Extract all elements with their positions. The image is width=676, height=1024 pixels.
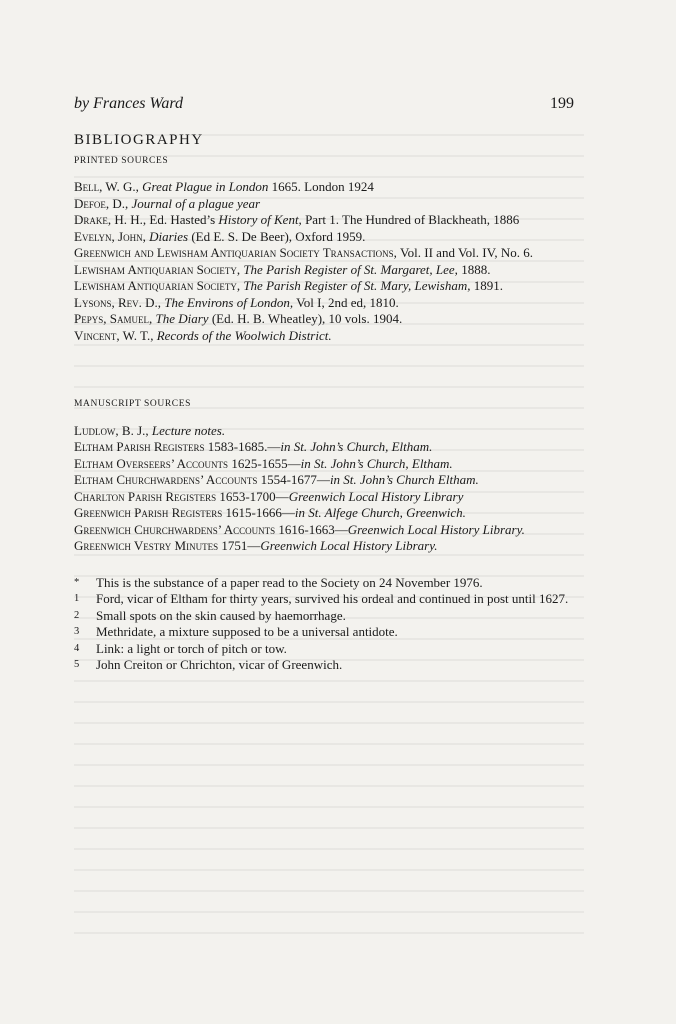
printed-source-entry xyxy=(74,212,569,229)
entry-title: Records of the Woolwich District. xyxy=(156,327,332,343)
footnote xyxy=(74,575,569,592)
entry-title: Journal of a plague year xyxy=(131,195,261,211)
entry-author: Greenwich Parish Registers xyxy=(74,505,223,520)
entry-author: Eltham Parish Registers xyxy=(74,439,205,454)
manuscript-sources-list xyxy=(74,423,569,555)
entry-detail: 1888. xyxy=(457,261,491,277)
entry-author: Charlton Parish Registers xyxy=(74,488,217,504)
entry-author: Greenwich and Lewisham Antiquarian Society Transactions, xyxy=(74,245,397,260)
entry-title: Greenwich Local History Library. xyxy=(260,538,438,553)
footnote-marker: 4 xyxy=(74,642,80,654)
entry-detail: Vol. II and Vol. IV, No. 6. xyxy=(399,245,533,260)
footnote xyxy=(74,591,569,608)
manuscript-source-entry xyxy=(74,489,569,506)
manuscript-source-entry xyxy=(74,472,569,489)
entry-detail: 1554-1677— xyxy=(257,472,330,487)
manuscript-source-entry xyxy=(74,456,569,473)
footnote-text: John Creiton or Chrichton, vicar of Greenwich. xyxy=(96,657,343,672)
entry-author: Eltham Churchwardens’ Accounts xyxy=(74,472,258,487)
entry-author: Ludlow, B. J., xyxy=(74,422,149,438)
entry-title: The Diary xyxy=(155,311,209,326)
entry-title: Great Plague in London xyxy=(142,179,269,194)
entry-detail: 1891. xyxy=(470,278,503,293)
printed-source-entry xyxy=(74,328,569,345)
manuscript-source-entry xyxy=(74,423,569,440)
entry-author: Vincent, W. T., xyxy=(74,327,154,343)
printed-source-entry xyxy=(74,278,569,295)
entry-title: in St. John’s Church Eltham. xyxy=(329,472,479,487)
running-header-author: by Frances Ward xyxy=(74,95,184,112)
footnote-text: Ford, vicar of Eltham for thirty years, survived his ordeal and continued in post until 1627. xyxy=(96,591,569,606)
running-header xyxy=(74,95,574,115)
entry-detail: 1653-1700— xyxy=(216,488,289,504)
entry-title: in St. John’s Church, Eltham. xyxy=(280,439,433,454)
footnote xyxy=(74,608,569,625)
entry-title: Greenwich Local History Library xyxy=(288,488,464,504)
footnotes xyxy=(74,575,569,674)
entry-title: History of Kent, xyxy=(218,212,302,227)
printed-sources-heading: PRINTED SOURCES xyxy=(74,155,169,166)
entry-author: Lewisham Antiquarian Society, xyxy=(74,261,241,277)
footnote-text: This is the substance of a paper read to the Society on 24 November 1976. xyxy=(96,574,483,590)
entry-title: The Environs of London, xyxy=(164,294,294,310)
page-content xyxy=(74,132,569,674)
printed-source-entry xyxy=(74,196,569,213)
printed-source-entry xyxy=(74,262,569,279)
entry-detail: 1625-1655— xyxy=(228,455,301,471)
entry-author: Lewisham Antiquarian Society, xyxy=(74,278,241,293)
entry-detail: 1583-1685.— xyxy=(204,439,281,454)
entry-title: The Parish Register of St. Mary, Lewisham, xyxy=(243,278,471,293)
printed-source-entry xyxy=(74,179,569,196)
entry-author: Evelyn, John, xyxy=(74,228,146,244)
entry-title: Lecture notes. xyxy=(151,422,226,438)
entry-author: Pepys, Samuel, xyxy=(74,311,153,326)
printed-source-entry xyxy=(74,229,569,246)
footnote-marker: 3 xyxy=(74,626,80,637)
entry-detail: Vol I, 2nd ed, 1810. xyxy=(293,294,399,310)
entry-detail: (Ed E. S. De Beer), Oxford 1959. xyxy=(188,228,366,244)
entry-title: The Parish Register of St. Margaret, Lee, xyxy=(243,261,458,277)
entry-detail: Ed. Hasted’s xyxy=(146,212,219,227)
entry-author: Drake, H. H., xyxy=(74,212,147,227)
footnote-marker: 2 xyxy=(74,609,80,621)
bibliography-heading: BIBLIOGRAPHY xyxy=(74,132,204,148)
entry-title: in St. Alfege Church, Greenwich. xyxy=(294,505,466,520)
entry-author: Greenwich Churchwardens’ Accounts xyxy=(74,521,276,537)
printed-source-entry xyxy=(74,245,569,262)
footnote xyxy=(74,641,569,658)
footnote xyxy=(74,657,569,674)
printed-source-entry xyxy=(74,295,569,312)
footnote-text: Methridate, a mixture supposed to be a universal antidote. xyxy=(96,624,398,639)
entry-author: Greenwich Vestry Minutes xyxy=(74,538,219,553)
entry-detail: 1665. London 1924 xyxy=(268,179,374,194)
entry-author: Eltham Overseers’ Accounts xyxy=(74,455,229,471)
manuscript-sources-heading: MANUSCRIPT SOURCES xyxy=(74,399,192,409)
footnote-text: Link: a light or torch of pitch or tow. xyxy=(96,640,287,656)
entry-title: Diaries xyxy=(149,228,189,244)
footnote-marker: 5 xyxy=(74,659,80,670)
entry-author: Defoe, D., xyxy=(74,195,129,211)
footnote-marker: * xyxy=(74,576,80,588)
footnote-marker: 1 xyxy=(74,593,80,604)
printed-source-entry xyxy=(74,311,569,328)
page-number: 199 xyxy=(550,95,574,112)
entry-detail: 1751— xyxy=(218,538,261,553)
entry-detail: (Ed. H. B. Wheatley), 10 vols. 1904. xyxy=(208,311,403,326)
entry-detail: 1615-1666— xyxy=(222,505,295,520)
entry-detail: Part 1. The Hundred of Blackheath, 1886 xyxy=(301,212,520,227)
printed-sources-list xyxy=(74,179,569,344)
entry-author: Bell, W. G., xyxy=(74,179,139,194)
manuscript-source-entry xyxy=(74,538,569,555)
entry-author: Lysons, Rev. D., xyxy=(74,294,162,310)
entry-detail: 1616-1663— xyxy=(275,521,348,537)
manuscript-source-entry xyxy=(74,439,569,456)
entry-title: Greenwich Local History Library. xyxy=(347,521,525,537)
manuscript-source-entry xyxy=(74,505,569,522)
footnote xyxy=(74,624,569,641)
footnote-text: Small spots on the skin caused by haemorrhage. xyxy=(96,607,346,623)
entry-title: in St. John’s Church, Eltham. xyxy=(300,455,453,471)
manuscript-source-entry xyxy=(74,522,569,539)
